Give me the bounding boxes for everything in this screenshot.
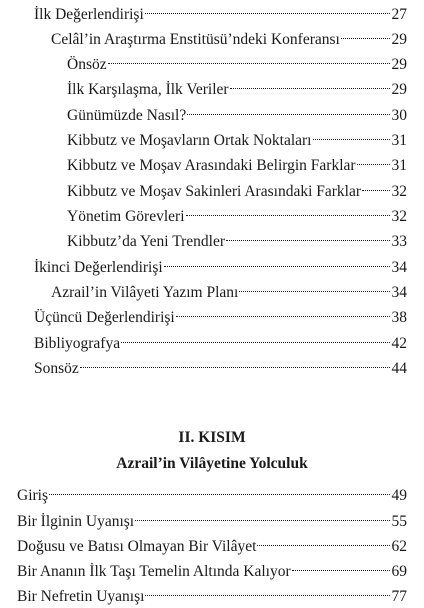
dot-leader <box>226 224 389 246</box>
toc-entry-page: 29 <box>391 56 407 73</box>
toc-entry-nefretin-uyanisi <box>17 579 407 605</box>
toc-entry-page: 69 <box>391 563 407 580</box>
toc-entry-title: Sonsöz <box>34 360 79 377</box>
toc-entry-page: 34 <box>391 284 407 301</box>
toc-entry-page: 29 <box>391 81 407 98</box>
toc-entry-ilginin-uyanisi <box>17 504 407 530</box>
toc-entry-sonsoz <box>34 351 407 377</box>
toc-entry-title: Günümüzde Nasıl? <box>67 107 187 124</box>
toc-entry-title: Kibbutz ve Moşavların Ortak Noktaları <box>67 132 312 149</box>
toc-entry-page: 32 <box>391 183 407 200</box>
toc-entry-sakinler-farklar <box>67 174 407 200</box>
toc-entry-title: Bibliyografya <box>34 335 121 352</box>
toc-entry-yonetim-gorevleri <box>67 199 407 225</box>
toc-entry-page: 29 <box>391 31 407 48</box>
toc-entry-yazim-plani <box>51 275 407 301</box>
toc-entry-gunumuzde-nasil <box>67 98 407 124</box>
toc-entry-page: 31 <box>391 157 407 174</box>
toc-entry-page: 34 <box>391 259 407 276</box>
toc-entry-title: Azrail’in Vilâyeti Yazım Planı <box>51 284 239 301</box>
toc-entry-ilk-karsilasma <box>67 72 407 98</box>
dot-leader <box>341 22 390 44</box>
toc-entry-title: İlk Karşılaşma, İlk Veriler <box>67 81 229 98</box>
toc-entry-giris <box>17 478 407 504</box>
part-number-heading: II. KISIM <box>178 429 246 446</box>
dot-leader <box>357 148 390 170</box>
toc-entry-title: Önsöz <box>67 56 107 73</box>
toc-entry-page: 44 <box>391 360 407 377</box>
toc-entry-page: 77 <box>391 588 407 605</box>
dot-leader <box>80 351 390 373</box>
toc-entry-page: 27 <box>391 6 407 23</box>
toc-entry-title: İkinci Değerlendirişi <box>34 259 163 276</box>
toc-entry-ortak-noktalar <box>67 123 407 149</box>
dot-leader <box>176 300 390 322</box>
toc-entry-page: 33 <box>391 233 407 250</box>
toc-entry-title: Kibbutz ve Moşav Arasındaki Belirgin Farklar <box>67 157 356 174</box>
dot-leader <box>362 174 389 196</box>
toc-entry-celal-konferansi <box>51 22 407 48</box>
toc-entry-title: Celâl’in Araştırma Enstitüsü’ndeki Konferansı <box>51 31 340 48</box>
dot-leader <box>145 579 389 601</box>
toc-entry-bibliyografya <box>34 326 407 352</box>
toc-entry-ucuncu-degerlendirisi <box>34 300 407 326</box>
toc-entry-ilk-tasi <box>17 554 407 580</box>
dot-leader <box>145 0 390 19</box>
toc-entry-page: 42 <box>391 335 407 352</box>
toc-entry-title: Bir Ananın İlk Taşı Temelin Altında Kalıyor <box>17 563 291 580</box>
toc-entry-yeni-trendler <box>67 224 407 250</box>
toc-entry-title: Bir Nefretin Uyanışı <box>17 588 145 605</box>
toc-entry-belirgin-farklar <box>67 148 407 174</box>
toc-entry-title: Kibbutz ve Moşav Sakinleri Arasındaki Farklar <box>67 183 362 200</box>
toc-entry-title: Üçüncü Değerlendirişi <box>34 309 175 326</box>
dot-leader <box>257 529 389 551</box>
part-title-heading: Azrail’in Vilâyetine Yolculuk <box>116 455 308 472</box>
toc-entry-page: 30 <box>391 107 407 124</box>
dot-leader <box>135 504 389 526</box>
dot-leader <box>186 199 390 221</box>
dot-leader <box>292 554 390 576</box>
toc-entry-title: Giriş <box>17 487 48 504</box>
toc-entry-page: 62 <box>391 538 407 555</box>
toc-entry-dogusu-batisi <box>17 529 407 555</box>
toc-entry-onsoz <box>67 47 407 73</box>
toc-entry-title: Bir İlginin Uyanışı <box>17 513 135 530</box>
toc-entry-title: Yönetim Görevleri <box>67 208 185 225</box>
toc-entry-title: Kibbutz’da Yeni Trendler <box>67 233 226 250</box>
toc-entry-title: İlk Değerlendirişi <box>34 6 144 23</box>
dot-leader <box>239 275 389 297</box>
dot-leader <box>187 98 389 120</box>
toc-entry-page: 38 <box>391 309 407 326</box>
toc-entry-page: 31 <box>391 132 407 149</box>
dot-leader <box>164 250 390 272</box>
toc-entry-title: Doğusu ve Batısı Olmayan Bir Vilâyet <box>17 538 257 555</box>
dot-leader <box>230 72 390 94</box>
dot-leader <box>121 326 389 348</box>
toc-entry-page: 32 <box>391 208 407 225</box>
dot-leader <box>313 123 390 145</box>
dot-leader <box>108 47 390 69</box>
toc-entry-page: 49 <box>391 487 407 504</box>
toc-entry-ikinci-degerlendirisi <box>34 250 407 276</box>
toc-entry-page: 55 <box>391 513 407 530</box>
toc-entry-ilk-degerlendirisi <box>34 0 407 23</box>
dot-leader <box>49 478 390 500</box>
